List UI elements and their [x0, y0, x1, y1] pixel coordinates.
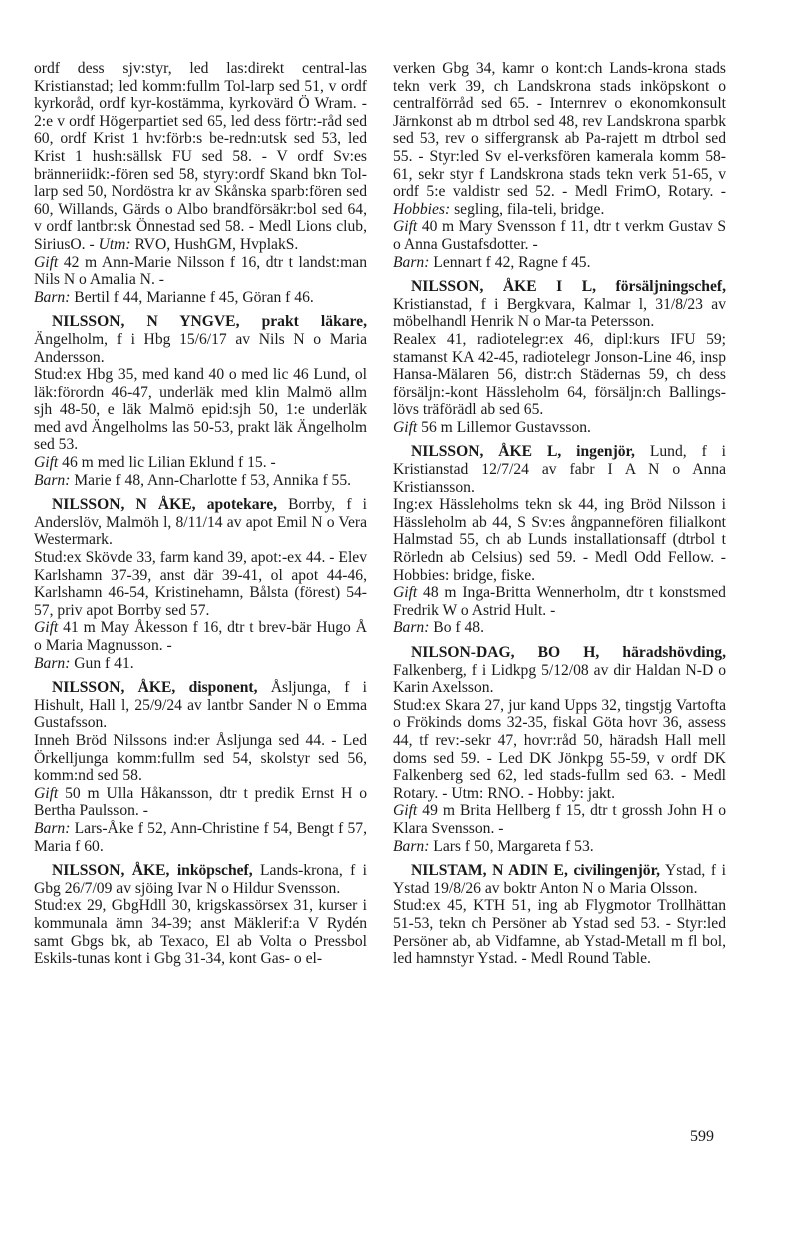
field-text: 49 m Brita Hellberg f 15, dtr t grossh John H o Klara Svensson. -	[393, 802, 726, 837]
entry-heading-text: Kristianstad, f i Bergkvara, Kalmar l, 31/8/23 av möbelhandl Henrik N o Mar-ta Petersson.	[393, 295, 726, 331]
field-text: Stud:ex Skara 27, jur kand Upps 32, tingstjg Vartofta o Frökinds doms 32-35, fiskal Göta hovr 36, assess 44, tf rev:-sekr 47, hovr:råd 50, häradsh Hall mell doms sed 59. - Led DK Jönkpg 55-59, v ordf DK Falkenberg sed 62, led stads-fullm sed 63. - Medl Rotary. - Utm: RNO. - Hobby: jakt.	[393, 696, 726, 802]
field-text: 50 m Ulla Håkansson, dtr t predik Ernst H o Bertha Paulsson. -	[34, 784, 367, 820]
entry-title: civilingenjör,	[573, 862, 660, 880]
entry-paragraph	[393, 419, 726, 437]
field-text: 56 m Lillemor Gustavsson.	[421, 418, 591, 436]
entry-paragraph	[34, 820, 367, 855]
field-label: Barn:	[34, 288, 71, 306]
entry-heading	[393, 60, 726, 218]
entry-heading-text: Ängelholm, f i Hbg 15/6/17 av Nils N o Maria Andersson.	[34, 330, 367, 366]
entry-title: inköpschef,	[176, 862, 253, 880]
entry-title: prakt läkare,	[261, 313, 367, 331]
field-text: 41 m May Åkesson f 16, dtr t brev-bär Hugo Å o Maria Magnusson. -	[34, 619, 367, 654]
field-text: 42 m Ann-Marie Nilsson f 16, dtr t landst:man Nils N o Amalia N. -	[34, 253, 367, 289]
entry-title: häradshövding,	[622, 644, 726, 661]
entry-paragraph	[34, 785, 367, 820]
page-number: 599	[690, 1128, 714, 1145]
field-text: Lars-Åke f 52, Ann-Christine f 54, Bengt f 57, Maria f 60.	[34, 819, 367, 855]
biography-entry	[34, 60, 367, 306]
field-label: Hobbies:	[393, 200, 451, 218]
entry-name: NILSSON, N ÅKE,	[52, 496, 196, 514]
entry-paragraph	[34, 454, 367, 472]
entry-paragraph	[393, 254, 726, 272]
biography-entry	[34, 679, 367, 855]
entry-paragraph	[34, 289, 367, 307]
entry-name: NILSSON, ÅKE,	[52, 862, 170, 880]
field-label: Gift	[393, 218, 418, 236]
entry-paragraph	[393, 584, 726, 619]
field-text: Bertil f 44, Marianne f 45, Göran f 46.	[74, 288, 314, 306]
field-label: Barn:	[34, 819, 71, 837]
biography-entry	[393, 862, 726, 968]
entry-name: NILSSON, ÅKE I L,	[411, 278, 597, 296]
entry-title: ingenjör,	[576, 443, 635, 461]
field-text: Stud:ex 45, KTH 51, ing ab Flygmotor Trollhättan 51-53, tekn ch Persöner ab Ystad sed 53. - Styr:led Persöner ab, ab Vidfamne, ab Ystad-Metall m fl bol, led hamnstyr Ystad. - Medl Round Table.	[393, 897, 726, 968]
entry-heading	[34, 862, 367, 897]
field-label: Barn:	[393, 837, 430, 855]
entry-paragraph	[34, 897, 367, 967]
field-text: 40 m Mary Svensson f 11, dtr t verkm Gustav S o Anna Gustafsdotter. -	[393, 218, 726, 253]
field-text: Stud:ex Hbg 35, med kand 40 o med lic 46 Lund, ol läk:förordn 46-47, underläk med klin Malmö allm sjh 48-50, e läk Malmö epid:sjh 50, 1:e underläk med avd Ängelholms las 50-53, prakt läk Ängelholm sed 53.	[34, 366, 367, 454]
entry-heading-text: verken Gbg 34, kamr o kont:ch Lands-krona stads tekn verk 39, ch Landskrona stads inköpskont o centralförråd sed 65. - Internrev o ekonomkonsult Järnkonst ab m dtrbol sed 48, rev Landskrona sparbk sed 53, rev o siffergransk ab Pa-rajett m dtrbol sed 55. - Styr:led Sv el-verksfören kamerala komm 58-61, sekr styr f Landskrona stads tekn verk 51-65, v ordf 5:e valdistr sed 52. - Medl FrimO, Rotary. -	[393, 60, 726, 201]
entry-paragraph	[393, 619, 726, 637]
entry-paragraph	[393, 697, 726, 803]
entry-paragraph	[393, 897, 726, 967]
entry-paragraph	[34, 366, 367, 454]
biography-entry	[34, 496, 367, 672]
entry-paragraph	[34, 254, 367, 289]
entry-name: NILSSON, N YNGVE,	[52, 313, 240, 331]
entry-paragraph	[34, 472, 367, 490]
entry-paragraph	[34, 619, 367, 654]
entry-paragraph	[393, 331, 726, 419]
field-text: Inneh Bröd Nilssons ind:er Åsljunga sed 44. - Led Örkelljunga komm:fullm sed 54, skolstyr sed 56, komm:nd sed 58.	[34, 731, 367, 785]
entry-paragraph	[393, 802, 726, 837]
field-label: Utm:	[98, 235, 131, 253]
field-text: Stud:ex 29, GbgHdll 30, krigskassörsex 31, kurser i kommunala ämn 34-39; anst Mäklerif:a V Rydén samt Gbgs bk, ab Texaco, El ab Volta o Pressbol Eskils-tunas kont i Gbg 31-34, kont Gas- o el-	[34, 897, 367, 968]
biography-entry	[393, 60, 726, 271]
entry-heading-text: Ystad, f i Ystad 19/8/26 av boktr Anton N o Maria Olsson.	[393, 862, 727, 897]
entry-heading-text: Lund, f i Kristianstad 12/7/24 av fabr I A N o Anna Kristiansson.	[393, 443, 726, 496]
field-text: Ing:ex Hässleholms tekn sk 44, ing Bröd Nilsson i Hässleholm ab 44, S Sv:es ångpannefören filialkont Halmstad 55, ch ab Lunds installationsaff (dtrbol t Rörledn ab Celsius) sed 59. - Medl Odd Fellow. - Hobbies: bridge, fiske.	[393, 496, 726, 584]
entry-heading	[393, 644, 726, 697]
entry-title: apotekare,	[206, 496, 278, 514]
entry-name: NILSSON, ÅKE L,	[411, 443, 562, 461]
field-text: Stud:ex Skövde 33, farm kand 39, apot:-ex 44. - Elev Karlshamn 37-39, anst där 39-41, ol apot 44-46, Karlshamn 46-54, Kristinehamn, Bålsta (förest) 54-57, priv apot Borrby sed 57.	[34, 549, 367, 619]
field-label: Gift	[34, 253, 59, 271]
biography-entry	[34, 862, 367, 968]
field-label: Barn:	[34, 471, 71, 489]
field-label: Barn:	[393, 619, 430, 637]
field-text: Marie f 48, Ann-Charlotte f 53, Annika f 55.	[74, 471, 352, 489]
entry-heading	[34, 313, 367, 366]
field-text: 48 m Inga-Britta Wennerholm, dtr t konstsmed Fredrik W o Astrid Hult. -	[393, 584, 726, 619]
field-text: Gun f 41.	[74, 654, 134, 672]
entry-paragraph	[34, 732, 367, 785]
field-label: Barn:	[34, 654, 71, 672]
entry-heading-text: Lands-krona, f i Gbg 26/7/09 av sjöing Ivar N o Hildur Svensson.	[34, 862, 367, 897]
field-text: RVO, HushGM, HvplakS.	[134, 235, 299, 253]
field-label: Gift	[34, 619, 59, 637]
entry-name: NILSSON, ÅKE,	[52, 679, 176, 697]
entry-paragraph	[393, 218, 726, 253]
entry-name: NILSON-DAG, BO H,	[411, 644, 600, 661]
field-text: Realex 41, radiotelegr:ex 46, dipl:kurs IFU 59; stamanst KA 42-45, radiotelegr Jonson-Line 46, insp Hansa-Mälaren 56, distr:ch Städernas 59, ch dess försäljn:-kont Hässleholm 64, försäljn:ch Ballings-lövs träförädl ab sed 65.	[393, 330, 726, 419]
entry-paragraph	[393, 496, 726, 584]
entry-paragraph	[393, 838, 726, 856]
biography-entry	[393, 278, 726, 436]
entry-heading-text: ordf dess sjv:styr, led las:direkt central-las Kristianstad; led komm:fullm Tol-larp sed 51, v ordf kyrkoråd, ordf kyr-kostämma, kyrkovärd Ö Wram. - 2:e v ordf Högerpartiet sed 65, led dess förtr:-råd sed 60, ordf Krist 1 hv:förb:s be-redn:utsk sed 53, led Krist 1 hush:sällsk FU sed 58. - V ordf Sv:es bränneriidk:-fören sed 58, styry:ordf Skand bkn Tol-larp sed 50, Nordöstra kr av Skånska sparb:fören sed 60, Willands, Gärds o Albo brandförsäkr:bol sed 64, v ordf lantbr:sk Önnestad sed 58. - Medl Lions club, SiriusO. -	[34, 60, 367, 253]
field-label: Gift	[393, 418, 418, 436]
field-text: Lennart f 42, Ragne f 45.	[433, 253, 591, 271]
entry-heading	[34, 60, 367, 254]
entry-heading	[393, 278, 726, 331]
entry-title: disponent,	[188, 679, 258, 697]
entry-heading	[393, 443, 726, 496]
field-label: Gift	[393, 584, 418, 602]
field-label: Gift	[34, 454, 59, 472]
entry-paragraph	[34, 549, 367, 619]
entry-title: försäljningschef,	[615, 278, 726, 296]
right-column	[393, 60, 726, 968]
entry-heading	[34, 496, 367, 549]
entry-paragraph	[34, 655, 367, 673]
entry-heading	[34, 679, 367, 732]
entry-heading-text: Åsljunga, f i Hishult, Hall l, 25/9/24 av lantbr Sander N o Emma Gustafsson.	[34, 679, 367, 732]
field-label: Gift	[34, 784, 59, 802]
field-text: Bo f 48.	[433, 619, 484, 637]
field-text: Lars f 50, Margareta f 53.	[433, 837, 594, 855]
biography-entry	[393, 443, 726, 637]
biography-entry	[34, 313, 367, 489]
left-column	[34, 60, 367, 968]
entry-heading	[393, 862, 726, 897]
entry-heading-text: Borrby, f i Anderslöv, Malmöh l, 8/11/14 av apot Emil N o Vera Westermark.	[34, 496, 367, 549]
field-label: Gift	[393, 802, 418, 820]
field-text: segling, fila-teli, bridge.	[454, 200, 605, 218]
entry-name: NILSTAM, N ADIN E,	[411, 862, 568, 880]
entry-heading-text: Falkenberg, f i Lidkpg 5/12/08 av dir Haldan N-D o Karin Axelsson.	[393, 661, 726, 697]
field-text: 46 m med lic Lilian Eklund f 15. -	[62, 454, 276, 472]
field-label: Barn:	[393, 253, 430, 271]
biography-entry	[393, 644, 726, 855]
